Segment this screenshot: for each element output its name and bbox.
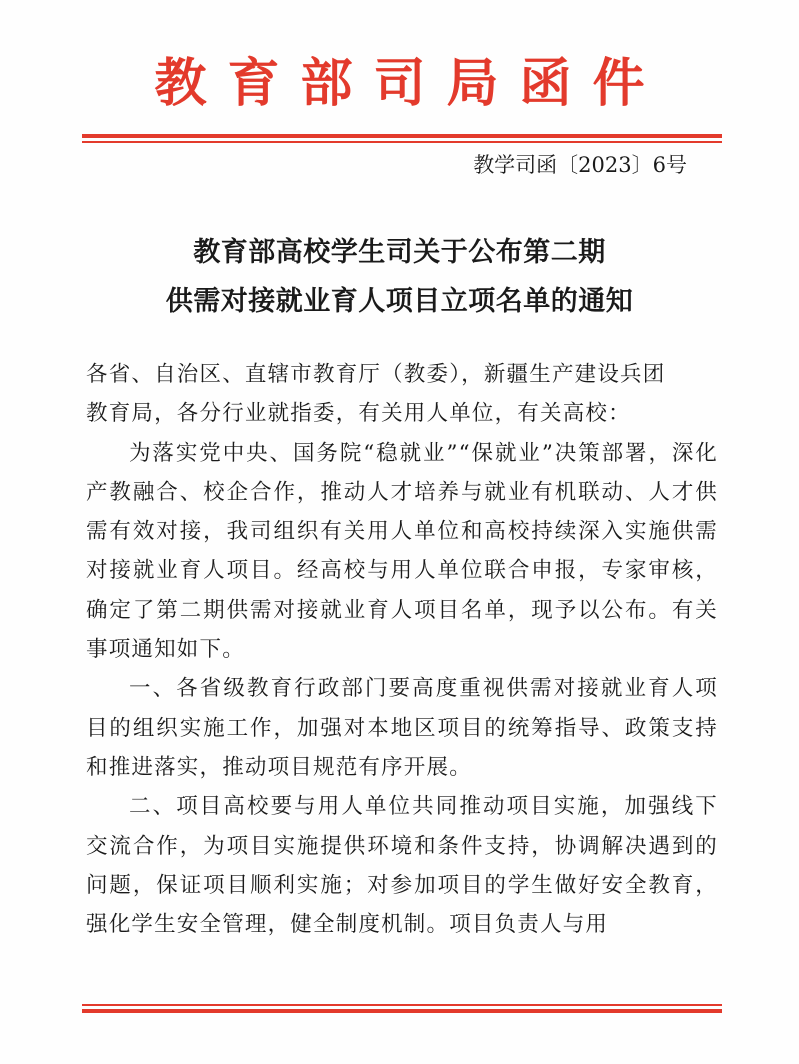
salutation-line-2: 教育局，各分行业就指委，有关用人单位，有关高校： (86, 401, 631, 427)
body-paragraph-1: 为落实党中央、国务院“稳就业”“保就业”决策部署，深化产教融合、校企合作，推动人才培养与就业有机联动、人才供需有效对接，我司组织有关用人单位和高校持续深入实施供需对接就业育人项目。经高校与用人单位联合申报，专家审核，确定了第二期供需对接就业育人项目名单，现予以公布。有关事项通知如下。 (86, 440, 718, 663)
letterhead-title: 教育部司局函件 (154, 53, 666, 114)
footer-rule-thin (82, 1004, 722, 1006)
document-number: 教学司函〔2023〕6号 (473, 153, 687, 177)
letterhead-rule-thin (82, 141, 722, 143)
footer-rule-thick (82, 1009, 722, 1013)
body-paragraph-2: 一、各省级教育行政部门要高度重视供需对接就业育人项目的组织实施工作，加强对本地区项目的统筹指导、政策支持和推进落实，推动项目规范有序开展。 (86, 676, 718, 780)
salutation-line-1: 各省、自治区、直辖市教育厅（教委），新疆生产建设兵团 (86, 362, 666, 387)
document-title-line-1: 教育部高校学生司关于公布第二期 (193, 237, 606, 268)
document-body (86, 355, 718, 944)
document-title (0, 228, 799, 326)
letterhead-rule-thick (82, 134, 722, 138)
document-title-line-2: 供需对接就业育人项目立项名单的通知 (165, 286, 634, 317)
body-paragraph-3: 二、项目高校要与用人单位共同推动项目实施，加强线下交流合作，为项目实施提供环境和条件支持，协调解决遇到的问题，保证项目顺利实施；对参加项目的学生做好安全教育，强化学生安全管理，健全制度机制。项目负责人与用 (86, 794, 718, 938)
